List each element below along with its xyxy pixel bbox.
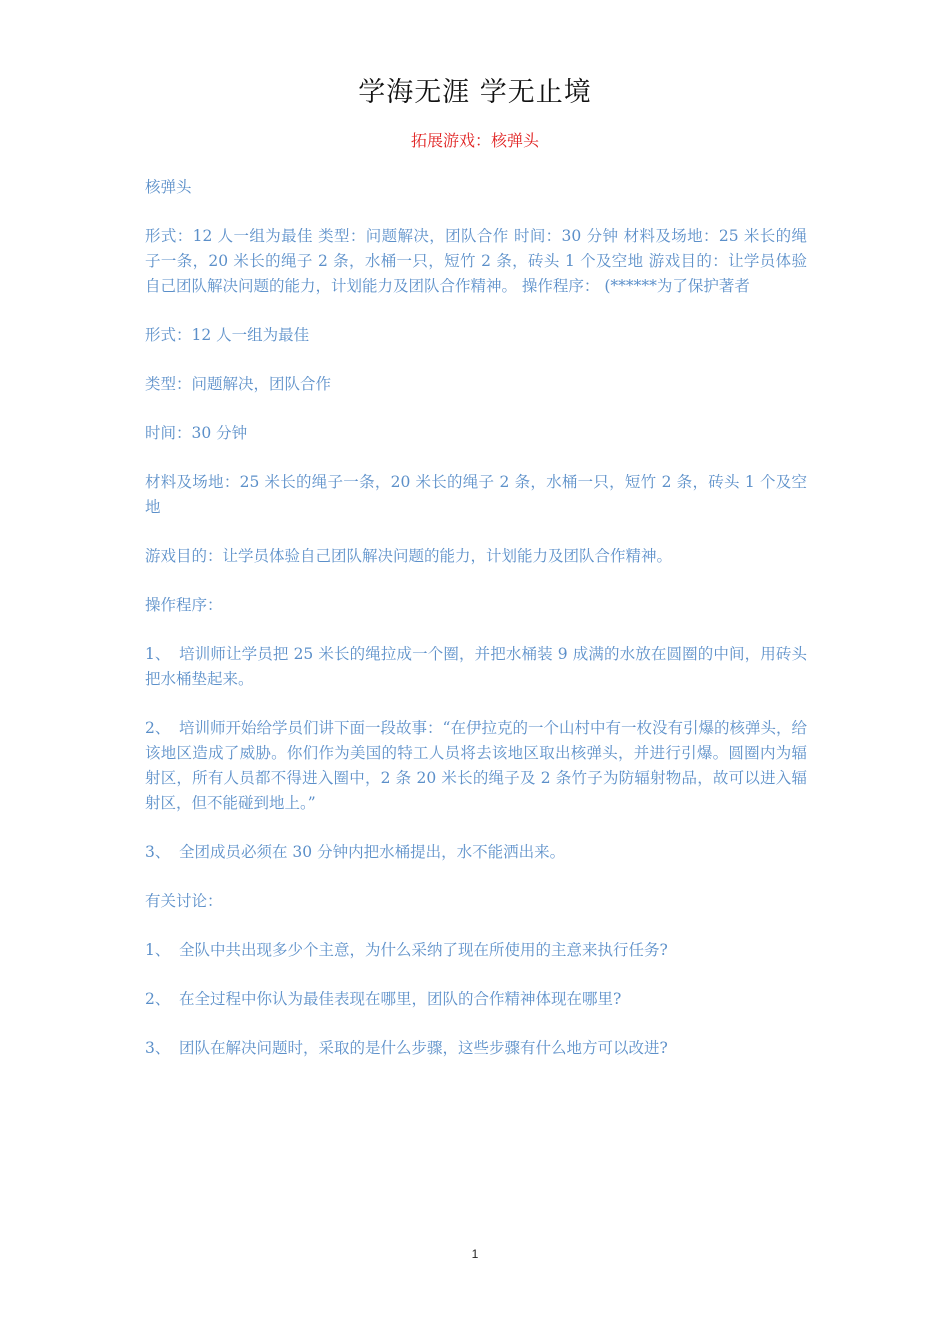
step-number: 2、 [145,719,171,737]
question-text: 全队中共出现多少个主意，为什么采纳了现在所使用的主意来执行任务? [179,941,668,959]
discussion-question [145,987,807,1012]
procedure-step [145,840,807,865]
discussion-question [145,1036,807,1061]
materials-paragraph: 材料及场地：25 米长的绳子一条，20 米长的绳子 2 条，水桶一只，短竹 2 条，砖头 1 个及空地 [145,473,807,516]
page-header-title: 学海无涯 学无止境 [358,77,592,108]
time-paragraph: 时间：30 分钟 [145,424,248,442]
document-subtitle: 拓展游戏：核弹头 [410,131,539,150]
format-paragraph: 形式：12 人一组为最佳 [145,326,310,344]
procedure-step [145,642,807,692]
section-heading: 核弹头 [145,178,192,196]
discussion-question [145,938,807,963]
step-number: 3、 [145,843,171,861]
summary-paragraph: 形式：12 人一组为最佳 类型：问题解决，团队合作 时间：30 分钟 材料及场地：25 米长的绳子一条，20 米长的绳子 2 条，水桶一只，短竹 2 条，砖头 1 个及空地 游戏目的：让学员体验自己团队解决问题的能力，计划能力及团队合作精神。 操作程序： (******为了保护著者 [145,227,807,295]
procedure-step [145,716,807,816]
question-text: 在全过程中你认为最佳表现在哪里，团队的合作精神体现在哪里? [179,990,622,1008]
type-paragraph: 类型：问题解决，团队合作 [145,375,332,393]
question-number: 2、 [145,990,171,1008]
step-text: 培训师让学员把 25 米长的绳拉成一个圈，并把水桶装 9 成满的水放在圆圈的中间，用砖头把水桶垫起来。 [145,645,807,688]
procedure-heading: 操作程序： [145,596,223,614]
step-number: 1、 [145,645,171,663]
step-text: 培训师开始给学员们讲下面一段故事：“在伊拉克的一个山村中有一枚没有引爆的核弹头，给该地区造成了威胁。你们作为美国的特工人员将去该地区取出核弹头，并进行引爆。圆圈内为辐射区，所有人员都不得进入圈中，2 条 20 米长的绳子及 2 条竹子为防辐射物品，故可以进入辐射区，但不能碰到地上。” [145,719,807,812]
step-text: 全团成员必须在 30 分钟内把水桶提出，水不能洒出来。 [179,843,566,861]
question-number: 3、 [145,1039,171,1057]
discussion-heading: 有关讨论： [145,892,223,910]
page-number: 1 [471,1247,479,1261]
question-text: 团队在解决问题时，采取的是什么步骤，这些步骤有什么地方可以改进? [179,1039,668,1057]
objective-paragraph: 游戏目的：让学员体验自己团队解决问题的能力，计划能力及团队合作精神。 [145,547,673,565]
document-body [145,175,807,1085]
question-number: 1、 [145,941,171,959]
